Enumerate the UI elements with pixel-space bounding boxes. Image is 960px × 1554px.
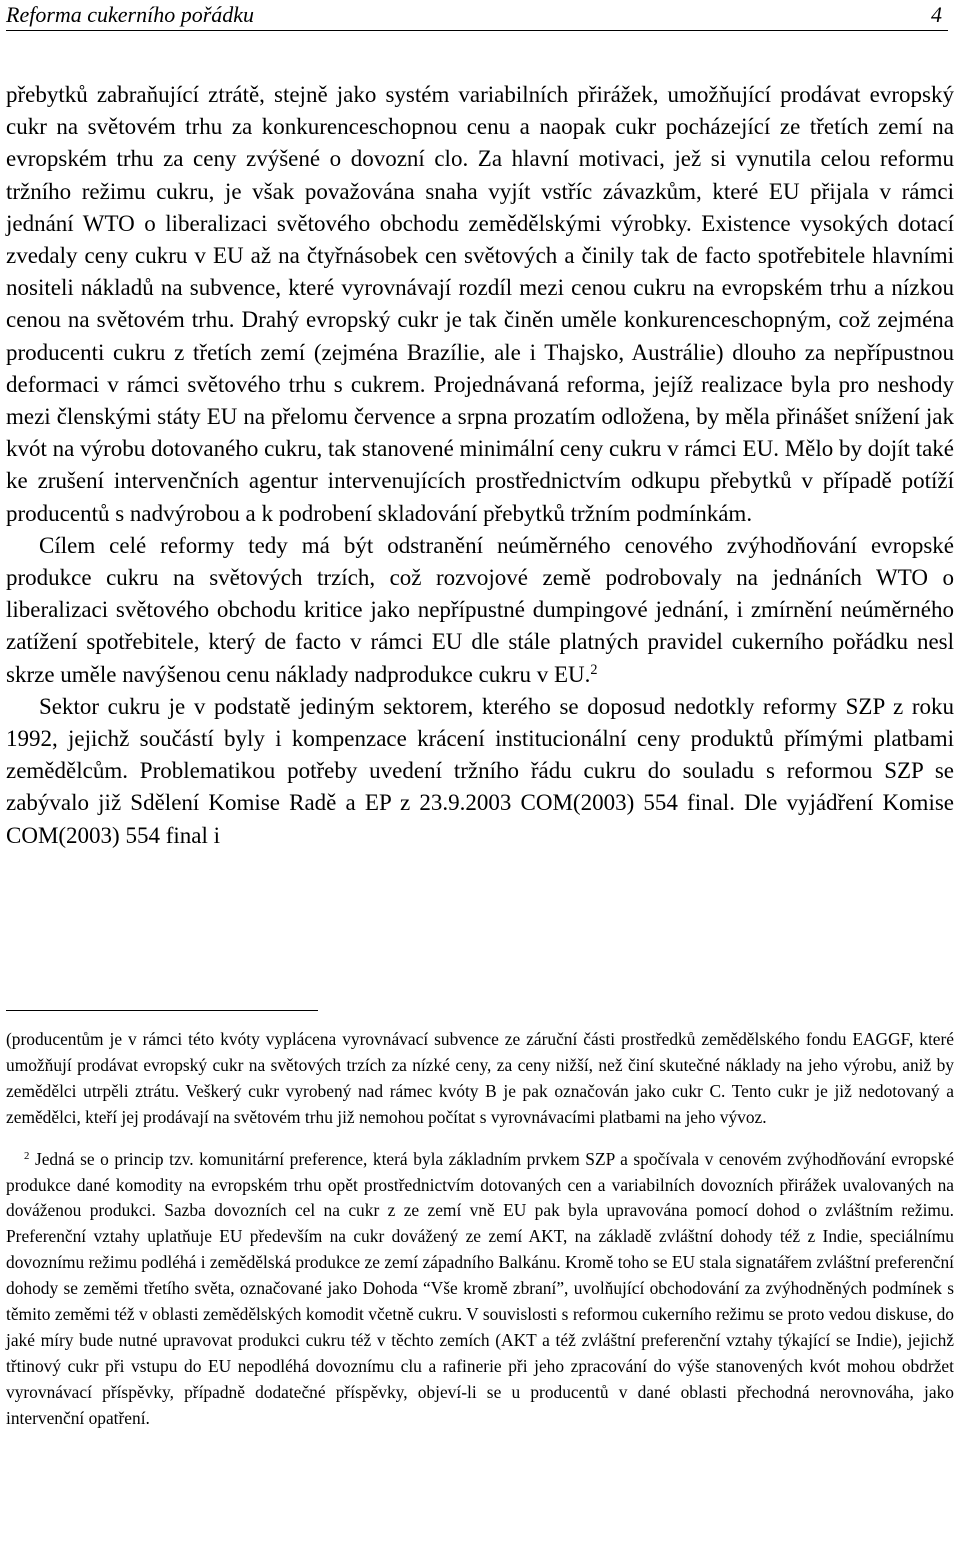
paragraph-2 xyxy=(6,530,954,691)
footnote-2-text: Jedná se o princip tzv. komunitární preference, která byla základním prvkem SZP a spočívala v cenovém zvýhodňování evropské produkce dané komodity na evropském trhu opět prostřednictvím dotovaných cen a variabilních dovozních přirážek uvalovaných na dováženou produkci. Sazba dovozních cel na cukr z ze zemí vně EU pak byla upravována pomocí dohod o zvláštním režimu. Preferenční vztahy uplatňuje EU především na cukr dovážený ze zemí AKT, na základě zvláštní dohody též z Indie, speciálnímu dovoznímu režimu podléhá i zemědělská produkce ze zemí západního Balkánu. Kromě toho se EU stala signatářem zvláštní preferenční dohody se zeměmi třetího světa, označované jako Dohoda “Vše kromě zbraní”, uvolňující obchodování za zvýhodněných podmínek s těmito zeměmi též v oblasti zemědělských komodit včetně cukru. V souvislosti s reformou cukerního režimu se proto vedou diskuse, do jaké míry bude nutné upravovat produkci cukru též v těchto zemích (AKT a též zvláštní preferenční vztahy týkající se Indie), jejichž třtinový cukr při vstupu do EU nepodléhá dovoznímu clu a rafinerie při jeho zpracování do výše stanovených kvót mohou obdržet vyrovnávací příspěvky, případně dodatečné příspěvky, objeví-li se u producentů v dané oblasti přechodná nerovnováha, jako intervenční opatření. xyxy=(6,1148,954,1428)
paragraph-1-text: přebytků zabraňující ztrátě, stejně jako systém variabilních přirážek, umožňující prodávat evropský cukr na světovém trhu za konkurenceschopnou cenu a naopak cukr pocházející ze třetích zemí na evropském trhu za ceny zvýšené o dovozní clo. xyxy=(6,82,954,172)
paragraph-1-continued: Za hlavní motivaci, jež si vynutila celou reformu tržního režimu cukru, je však považována snaha vyjít vstříc závazkům, které EU přijala v rámci jednání WTO o liberalizaci světového obchodu zemědělskými výrobky. Existence vysokých dotací zvedaly ceny cukru v EU až na čtyřnásobek cen světových a činily tak de facto spotřebitele hlavními nositeli nákladů na subvence, které vyrovnávají rozdíl mezi cenou cukru na evropském trhu a nízkou cenou na světovém trhu. Drahý evropský cukr je tak činěn uměle konkurenceschopným, což zejména producenti cukru z třetích zemí (zejména Brazílie, ale i Thajsko, Austrálie) dlouho za nepřípustnou deformaci v rámci světového trhu s cukrem. Projednávaná reforma, jejíž realizace byla pro neshody mezi členskými státy EU na přelomu července a srpna prozatím odložena, by měla přinášet snížení jak kvót na výrobu dotovaného cukru, tak stanovené minimální ceny cukru v rámci EU. Mělo by dojít také ke zrušení intervenčních agentur intervenujících prostřednictvím odkupu přebytků v případě potíží producentů s nadvýrobou a k podrobení skladování přebytků tržním podmínkám. xyxy=(6,146,955,526)
running-title: Reforma cukerního pořádku xyxy=(6,2,255,27)
footnote-2 xyxy=(6,1147,954,1432)
footnote-continuation: (producentům je v rámci této kvóty vyplácena vyrovnávací subvence ze záruční části prostředků zemědělského fondu EAGGF, které umožňují prodávat evropský cukr na světových trzích za nízké ceny, za ceny nižší, než činí skutečné náklady na jeho výrobu, aniž by zemědělci utrpěli ztrátu. Veškerý cukr vyrobený nad rámec kvóty B je pak označován jako cukr C. Tento cukr je již nedotovaný a zemědělci, kteří jej prodávají na světovém trhu již nemohou počítat s vyrovnávacími platbami na jeho vývoz. xyxy=(6,1029,954,1127)
header-rule xyxy=(6,30,948,31)
paragraph-3-text: Sektor cukru je v podstatě jediným sektorem, kterého se doposud nedotkly reformy SZP z roku 1992, jejichž součástí byly i kompenzace krácení institucionální ceny produktů přímými platbami zemědělcům. Problematikou potřeby uvedení tržního řádu cukru do souladu s reformou SZP se zabývalo již Sdělení Komise Radě a EP z 23.9.2003 COM(2003) 554 final. Dle vyjádření Komise COM(2003) 554 final i xyxy=(6,693,954,848)
page-number: 4 xyxy=(931,2,942,27)
footnote-2-number: 2 xyxy=(24,1149,30,1162)
paragraph-1 xyxy=(6,79,954,530)
paragraph-3 xyxy=(6,691,954,852)
paragraph-2-text: Cílem celé reformy tedy má být odstranění neúměrného cenového zvýhodňování evropské produkce cukru na světových trzích, což rozvojové země podrobovaly na jednáních WTO o liberalizaci světového obchodu kritice jako nepřípustné dumpingové jednání, i zmírnění neúměrného zatížení spotřebitele, který de facto v rámci EU dle stále platných pravidel cukerního pořádku nesl skrze uměle navýšenou cenu náklady nadprodukce cukru v EU. xyxy=(6,532,954,687)
footnote-ref-2: 2 xyxy=(590,661,598,678)
page-header xyxy=(6,0,948,30)
footnote-separator xyxy=(6,1010,318,1011)
main-text xyxy=(6,79,954,852)
footnotes xyxy=(6,1027,954,1432)
